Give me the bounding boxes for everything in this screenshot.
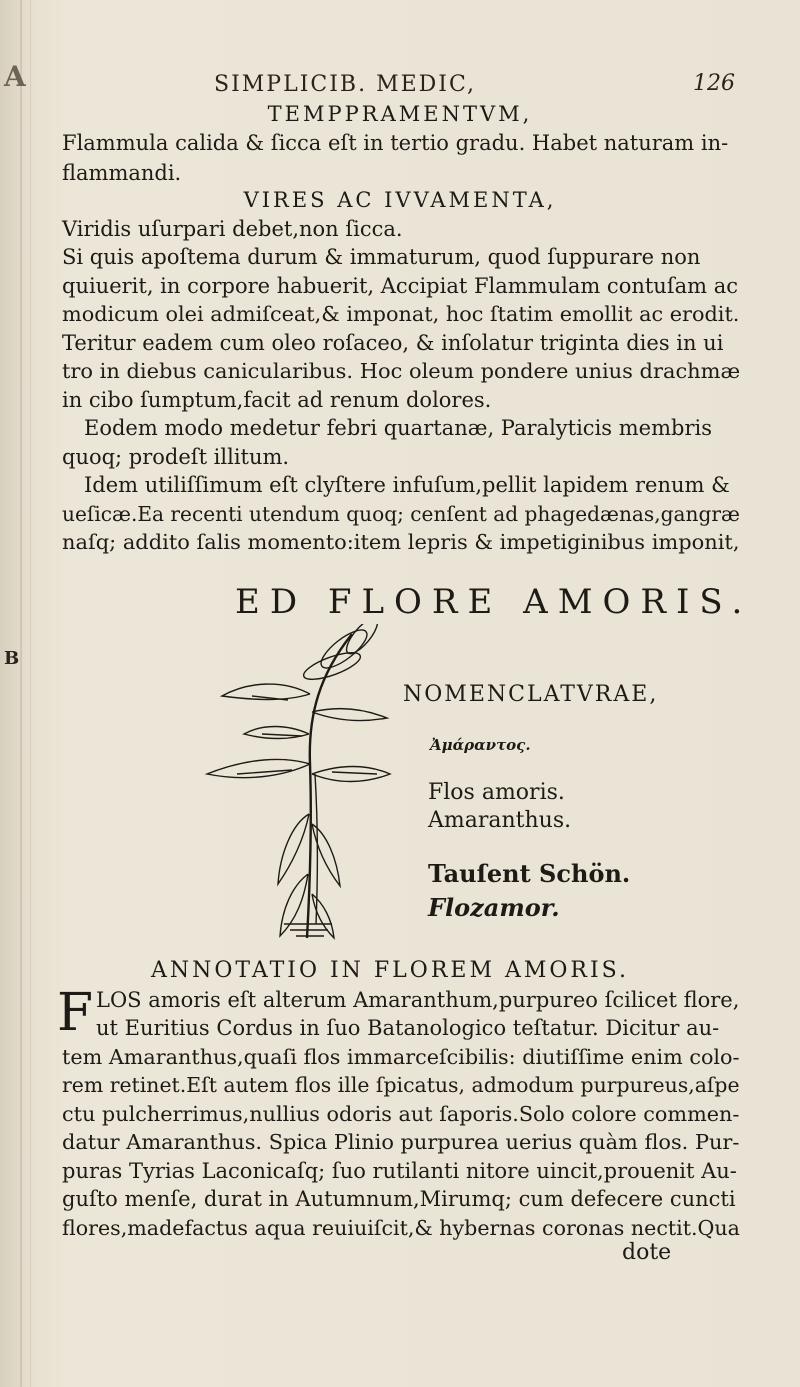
latin-name-1: Flos amoris. xyxy=(428,780,565,805)
nomenclature-heading: NOMENCLATVRAE, xyxy=(403,682,659,707)
annotatio-heading: ANNOTATIO IN FLOREM AMORIS. xyxy=(151,958,629,983)
greek-name: Ἀμάραντος. xyxy=(430,736,531,754)
vires-line: in cibo ſumptum,facit ad renum dolores. xyxy=(62,388,492,412)
latin-name-2: Amaranthus. xyxy=(428,808,572,833)
section-title: ED FLORE AMORIS. xyxy=(235,582,753,622)
catchword: dote xyxy=(622,1240,672,1265)
annotatio-line: LOS amoris eſt alterum Amaranthum,purpureo ſcilicet flore, xyxy=(96,988,740,1012)
drop-cap: F xyxy=(57,983,94,1043)
annotatio-line: guſto menſe, durat in Autumnum,Mirumq; cum defecere cuncti xyxy=(62,1187,736,1211)
vires-line: tro in diebus canicularibus. Hoc oleum pondere unius drachmæ xyxy=(62,359,741,383)
vires-heading: VIRES AC IVVAMENTA, xyxy=(243,188,557,212)
margin-marker-b: B xyxy=(4,648,20,669)
german-name-2: Flozamor. xyxy=(428,893,560,922)
folio-number: 126 xyxy=(693,71,735,96)
vires-line: modicum olei admiſceat,& imponat, hoc ſtatim emollit ac erodit. xyxy=(62,302,740,326)
annotatio-line: flores,madefactus aqua reuiuiſcit,& hybernas coronas nectit.Qua xyxy=(62,1216,740,1240)
german-name-1: Tauſent Schön. xyxy=(428,859,631,888)
temperament-line: flammandi. xyxy=(62,161,182,185)
vires-line: Viridis uſurpari debet,non ſicca. xyxy=(62,217,403,241)
temperament-heading: TEMPPRAMENTVM, xyxy=(267,102,533,126)
annotatio-line: puras Tyrias Laconicaſq; ſuo rutilanti nitore uincit,prouenit Au- xyxy=(62,1159,737,1183)
annotatio-line: ut Euritius Cordus in ſuo Batanologico teſtatur. Dicitur au- xyxy=(96,1016,720,1040)
running-head: SIMPLICIB. MEDIC, xyxy=(214,72,477,97)
annotatio-line: ctu pulcherrimus,nullius odoris aut ſaporis.Solo colore commen- xyxy=(62,1102,740,1126)
vires-line: Si quis apoſtema durum & immaturum, quod ſuppurare non xyxy=(62,245,701,269)
vires-line: ueſicæ.Ea recenti utendum quoq; cenſent ad phagedænas,gangræ xyxy=(62,502,740,526)
vires-line: Idem utiliſſimum eſt clyſtere infuſum,pellit lapidem renum & xyxy=(84,473,730,497)
margin-marker-a: A xyxy=(4,60,26,93)
vires-line: naſq; addito ſalis momento:item lepris & impetiginibus imponit, xyxy=(62,530,740,554)
flos-amoris-woodcut xyxy=(192,624,392,944)
annotatio-line: datur Amaranthus. Spica Plinio purpurea uerius quàm flos. Pur- xyxy=(62,1130,740,1154)
annotatio-line: rem retinet.Eſt autem flos ille ſpicatus, admodum purpureus,aſpe xyxy=(62,1073,740,1097)
vires-line: quiuerit, in corpore habuerit, Accipiat Flammulam contuſam ac xyxy=(62,274,738,298)
vires-line: Teritur eadem cum oleo roſaceo, & inſolatur triginta dies in ui xyxy=(62,331,724,355)
vires-line: Eodem modo medetur febri quartanæ, Paralyticis membris xyxy=(84,416,712,440)
annotatio-line: tem Amaranthus,quaſi flos immarceſcibilis: diutiſſime enim colo- xyxy=(62,1045,740,1069)
temperament-line: Flammula calida & ſicca eſt in tertio gradu. Habet naturam in- xyxy=(62,131,729,155)
vires-line: quoq; prodeſt illitum. xyxy=(62,445,290,469)
